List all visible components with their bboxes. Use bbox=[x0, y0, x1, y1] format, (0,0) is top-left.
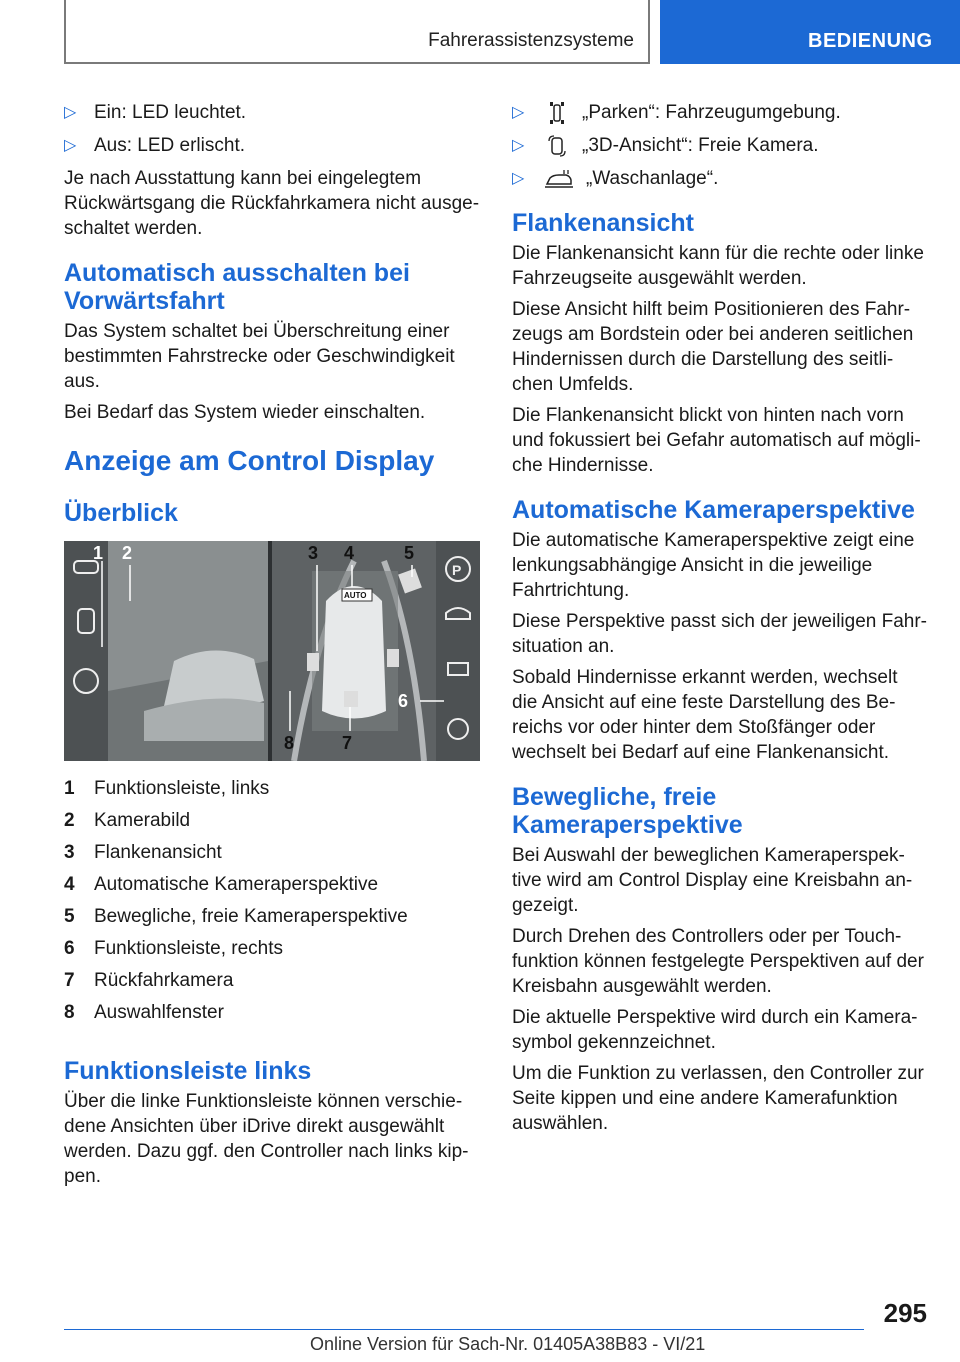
footer-divider bbox=[64, 1329, 864, 1330]
list-item: 2 Kamerabild bbox=[64, 810, 191, 831]
list-item: 8 Auswahlfenster bbox=[64, 1002, 224, 1023]
heading-auto-off: Automatisch ausschalten bei Vorwärtsfahrt bbox=[64, 259, 410, 315]
bullet-text: „3D-Ansicht“: Freie Kamera. bbox=[582, 135, 819, 156]
right-column bbox=[512, 100, 928, 1142]
paragraph: Bei Auswahl der beweglichen Kameraperspek‐ tive wird am Control Display eine Kreisbahn an‐ gezeigt. bbox=[512, 845, 913, 916]
paragraph: Durch Drehen des Controllers oder per Touch‐ funktion können festgelegte Perspektiven auf der Kreisbahn ausgewählt werden. bbox=[512, 926, 924, 997]
heading-func-left: Funktionsleiste links bbox=[64, 1057, 312, 1085]
heading-overview: Überblick bbox=[64, 499, 178, 527]
header-section-title: Fahrerassistenzsysteme bbox=[428, 30, 634, 51]
page-number: 295 bbox=[883, 1298, 927, 1328]
heading-control-display: Anzeige am Control Display bbox=[64, 445, 435, 476]
list-item bbox=[512, 166, 928, 191]
figure-label-5: 5 bbox=[404, 543, 415, 563]
paragraph: Das System schaltet bei Überschreitung einer bestimmten Fahrstrecke oder Geschwindigkeit aus. bbox=[64, 321, 455, 392]
header-tab-label: BEDIENUNG bbox=[808, 30, 933, 52]
header-section-box bbox=[64, 0, 650, 64]
figure-label-3: 3 bbox=[308, 543, 319, 563]
left-column bbox=[64, 100, 484, 1195]
paragraph: Bei Bedarf das System wieder einschalten. bbox=[64, 402, 426, 423]
figure-label-2: 2 bbox=[122, 543, 133, 563]
paragraph: Die Flankenansicht kann für die rechte oder linke Fahrzeugseite ausgewählt werden. bbox=[512, 243, 924, 289]
figure-label-6: 6 bbox=[398, 691, 409, 711]
paragraph: Je nach Ausstattung kann bei eingelegtem Rückwärtsgang die Rückfahrkamera nicht ausge‐ schaltet werden. bbox=[64, 168, 480, 239]
paragraph: Die Flankenansicht blickt von hinten nach vorn und fokussiert bei Gefahr automatisch auf mögli‐ che Hindernisse. bbox=[512, 405, 921, 476]
figure-legend bbox=[64, 773, 484, 1029]
paragraph: Diese Ansicht hilft beim Positionieren des Fahr‐ zeugs am Bordstein oder bei anderen seitlichen Hindernissen durch die Darstellung des seitli‐ chen Umfelds. bbox=[512, 299, 914, 395]
paragraph: Über die linke Funktionsleiste können verschie‐ dene Ansichten über iDrive direkt ausgewählt werden. Dazu ggf. den Controller nach links kip‐ pen. bbox=[64, 1091, 469, 1187]
figure-label-7: 7 bbox=[342, 733, 353, 753]
list-item: 1 Funktionsleiste, links bbox=[64, 778, 270, 799]
footer-online-version: Online Version für Sach-Nr. 01405A38B83 - VI/21 bbox=[310, 1334, 706, 1354]
list-item: 4 Automatische Kameraperspektive bbox=[64, 874, 379, 895]
figure-label-8: 8 bbox=[284, 733, 295, 753]
car-wash-icon bbox=[542, 167, 576, 191]
list-item: 6 Funktionsleiste, rechts bbox=[64, 938, 284, 959]
paragraph: Die automatische Kameraperspektive zeigt eine lenkungsabhängige Ansicht in die jeweilige Fahrtrichtung. bbox=[512, 530, 915, 601]
bullet-text: „Parken“: Fahrzeugumgebung. bbox=[582, 102, 841, 123]
camera-display-figure bbox=[64, 541, 480, 761]
3d-view-icon bbox=[542, 134, 572, 158]
paragraph: Sobald Hindernisse erkannt werden, wechselt die Ansicht auf eine feste Darstellung des Be‐ reichs vor oder hinter dem Stoßfänger oder wechselt bei Bedarf auf eine Flankenansicht. bbox=[512, 667, 898, 763]
list-item: 7 Rückfahrkamera bbox=[64, 970, 234, 991]
parking-view-icon bbox=[542, 101, 572, 125]
list-item: 5 Bewegliche, freie Kameraperspektive bbox=[64, 906, 408, 927]
heading-free-perspective: Bewegliche, freie Kameraperspektive bbox=[512, 783, 743, 839]
triangle-bullet-icon: ▷ bbox=[512, 137, 525, 154]
figure-label-4: 4 bbox=[344, 543, 355, 563]
list-item bbox=[64, 100, 484, 125]
heading-auto-perspective: Automatische Kameraperspektive bbox=[512, 496, 915, 524]
list-item bbox=[512, 133, 928, 158]
triangle-bullet-icon: ▷ bbox=[64, 137, 77, 154]
camera-display-illustration bbox=[64, 541, 480, 761]
list-item bbox=[64, 133, 484, 158]
paragraph: Diese Perspektive passt sich der jeweiligen Fahr‐ situation an. bbox=[512, 611, 928, 657]
triangle-bullet-icon: ▷ bbox=[64, 104, 77, 121]
bullet-text: „Waschanlage“. bbox=[586, 168, 719, 189]
bullet-text: Ein: LED leuchtet. bbox=[94, 102, 247, 123]
heading-flank: Flankenansicht bbox=[512, 209, 694, 237]
list-item: 3 Flankenansicht bbox=[64, 842, 222, 863]
list-item bbox=[512, 100, 928, 125]
figure-auto-label: AUTO bbox=[344, 591, 367, 600]
paragraph: Die aktuelle Perspektive wird durch ein Kamera‐ symbol gekennzeichnet. bbox=[512, 1007, 918, 1053]
header-tab[interactable] bbox=[660, 0, 960, 64]
figure-label-1: 1 bbox=[93, 543, 104, 563]
bullet-text: Aus: LED erlischt. bbox=[94, 135, 245, 156]
paragraph: Um die Funktion zu verlassen, den Controller zur Seite kippen und eine andere Kamerafunktion auswählen. bbox=[512, 1063, 924, 1134]
figure-p-label: P bbox=[452, 562, 462, 578]
triangle-bullet-icon: ▷ bbox=[512, 104, 525, 121]
triangle-bullet-icon: ▷ bbox=[512, 170, 525, 187]
